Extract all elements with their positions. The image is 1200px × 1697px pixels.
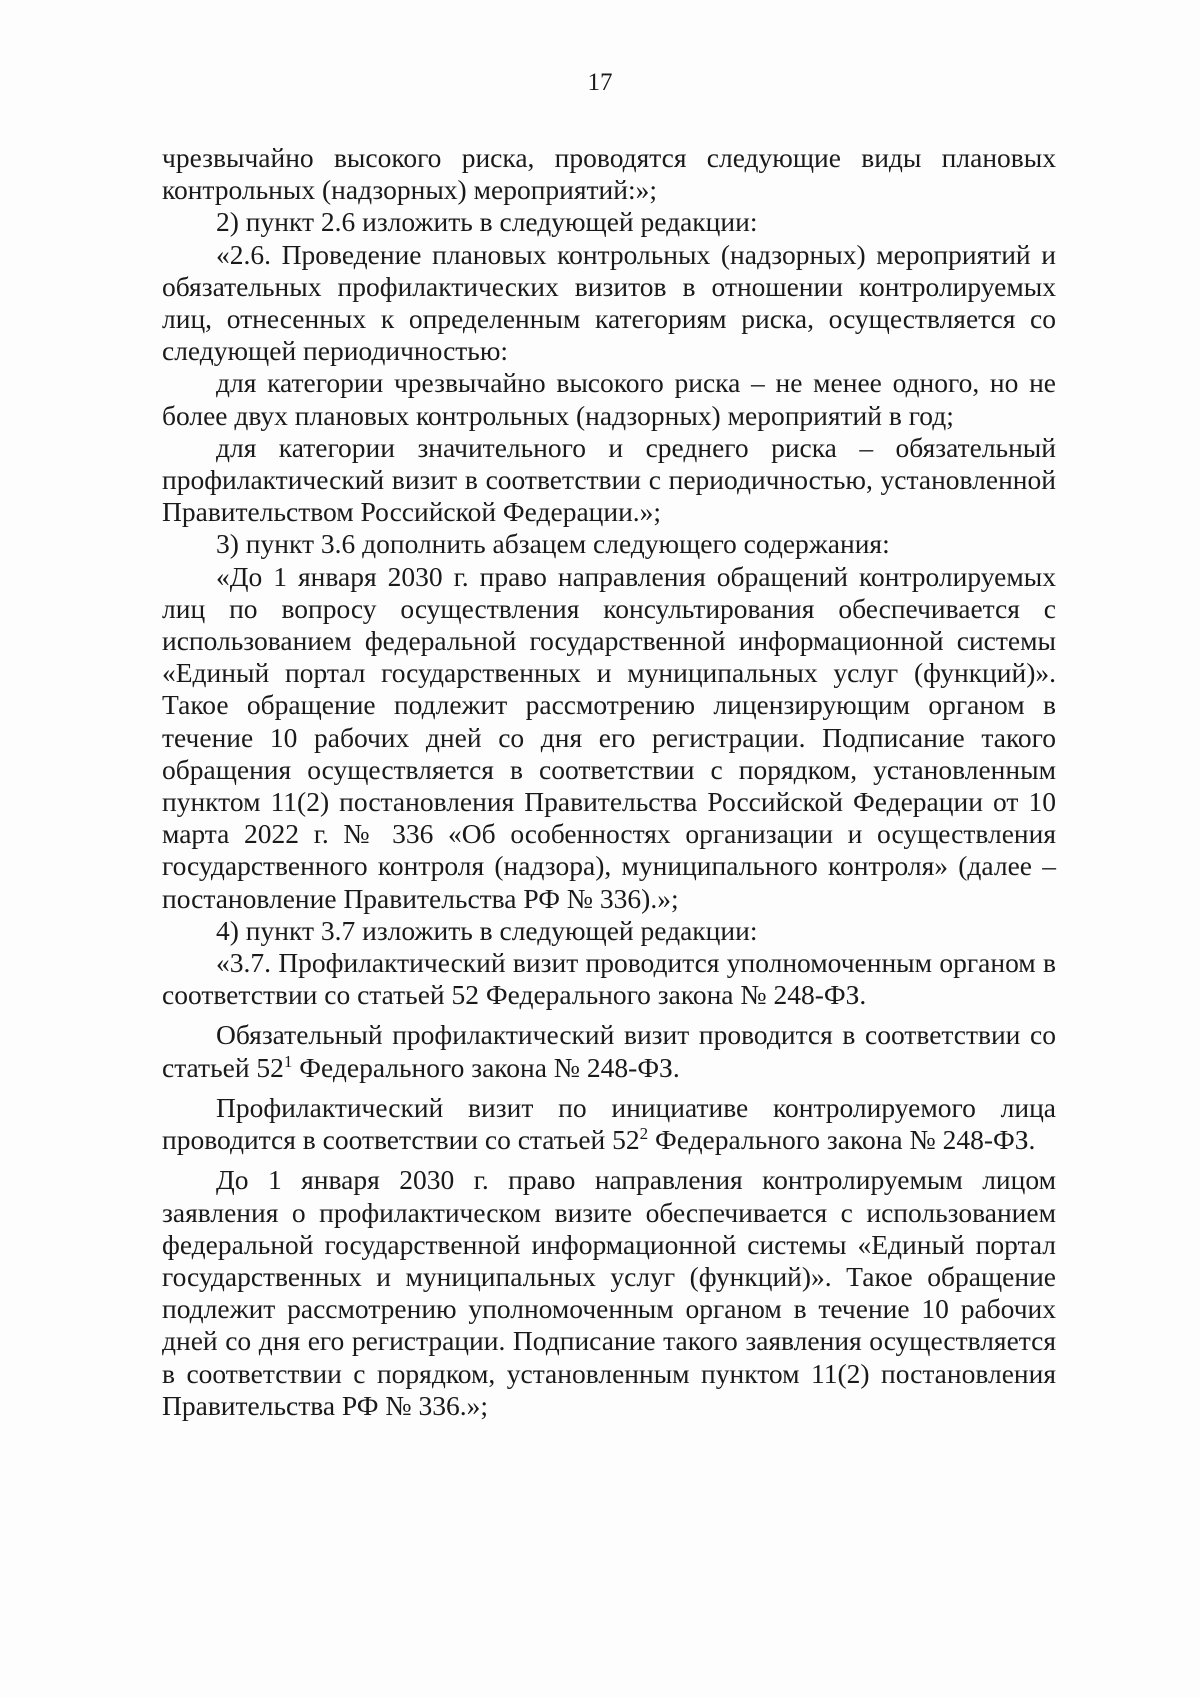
paragraph-mandatory-visit [162, 1019, 1056, 1083]
paragraph-clause-3-7: «3.7. Профилактический визит проводится уполномоченным органом в соответствии со статьей 52 Федерального закона № 248-ФЗ. [162, 947, 1056, 1011]
mandatory-visit-text: Обязательный профилактический визит проводится в соответствии со статьей 52 [162, 1019, 1056, 1083]
paragraph-extreme-risk: для категории чрезвычайно высокого риска – не менее одного, но не более двух плановых контрольных (надзорных) мероприятий в год; [162, 367, 1056, 431]
superscript-1: 1 [283, 1051, 293, 1071]
paragraph-initiative-visit [162, 1092, 1056, 1156]
paragraph-item-2: 2) пункт 2.6 изложить в следующей редакции: [216, 206, 758, 238]
paragraph-continuation: чрезвычайно высокого риска, проводятся следующие виды плановых контрольных (надзорных) мероприятий:»; [162, 142, 1056, 206]
paragraph-item-4: 4) пункт 3.7 изложить в следующей редакции: [216, 914, 758, 946]
superscript-2: 2 [639, 1124, 649, 1144]
page-number: 17 [587, 69, 613, 96]
paragraph-application-2030: До 1 января 2030 г. право направления контролируемым лицом заявления о профилактическом визите обеспечивается с использованием федеральной государственной информационной системы «Единый портал государственных и муниципальных услуг (функций)». Такое обращение подлежит рассмотрению уполномоченным органом в течение 10 рабочих дней со дня его регистрации. Подписание такого заявления осуществляется в соответствии с порядком, установленным пунктом 11(2) постановления Правительства РФ № 336.»; [162, 1164, 1056, 1421]
paragraph-clause-2-6: «2.6. Проведение плановых контрольных (надзорных) мероприятий и обязательных профилактических визитов в отношении контролируемых лиц, отнесенных к определенным категориям риска, осуществляется со следующей периодичностью: [162, 238, 1056, 367]
paragraph-significant-risk: для категории значительного и среднего риска – обязательный профилактический визит в соответствии с периодичностью, установленной Правительством Российской Федерации.»; [162, 431, 1056, 528]
initiative-visit-text: Профилактический визит по инициативе контролируемого лица проводится в соответствии со статьей 52 [162, 1091, 1056, 1156]
paragraph-clause-3-6-addition: «До 1 января 2030 г. право направления обращений контролируемых лиц по вопросу осуществления консультирования обеспечивается с использованием федеральной государственной информационной системы «Единый портал государственных и муниципальных услуг (функций)». Такое обращение подлежит рассмотрению лицензирующим органом в течение 10 рабочих дней со дня его регистрации. Подписание такого обращения осуществляется в соответствии с порядком, установленным пунктом 11(2) постановления Правительства Российской Федерации от 10 марта 2022 г. № 336 «Об особенностях организации и осуществления государственного контроля (надзора), муниципального контроля» (далее – постановление Правительства РФ № 336).»; [162, 560, 1056, 914]
paragraph-item-3: 3) пункт 3.6 дополнить абзацем следующего содержания: [216, 528, 890, 560]
initiative-visit-law: Федерального закона № 248-ФЗ. [648, 1124, 1036, 1156]
mandatory-visit-law: Федерального закона № 248-ФЗ. [292, 1051, 680, 1083]
document-body [162, 142, 1056, 1422]
